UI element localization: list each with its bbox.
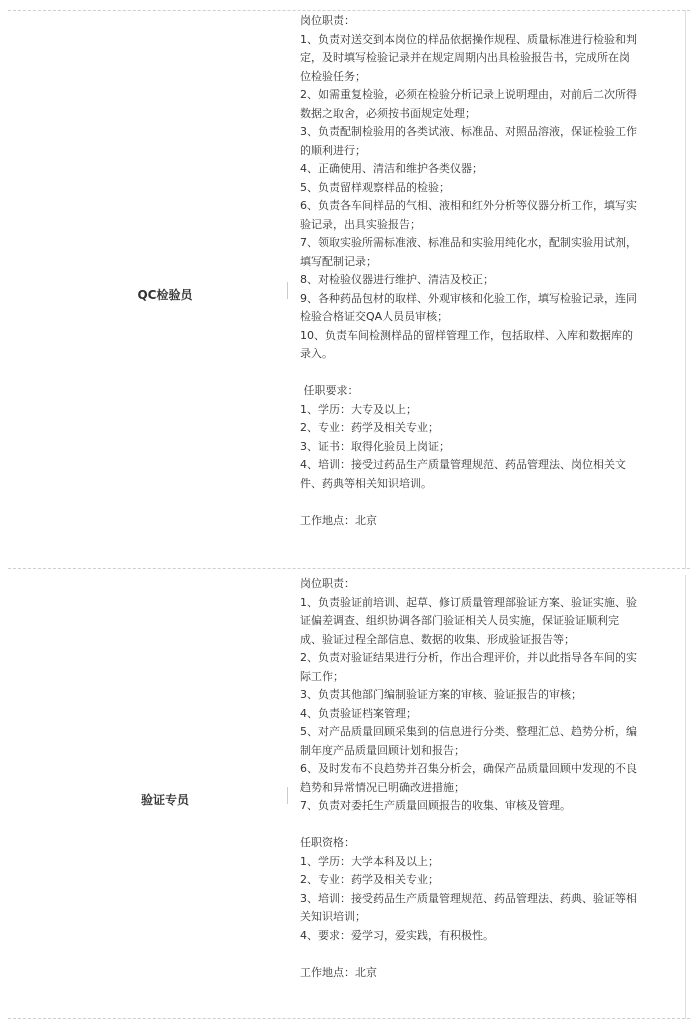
duty-line: 5、对产品质量回顾采集到的信息进行分类、整理汇总、趋势分析，编 xyxy=(300,725,637,738)
duty-line: 1、负责对送交到本岗位的样品依据操作规程、质量标准进行检验和判 xyxy=(300,32,637,46)
duty-line: 验记录，出具实验报告； xyxy=(300,217,421,231)
duty-line: 5、负责留样观察样品的检验； xyxy=(300,180,450,194)
row-divider xyxy=(8,1018,690,1019)
requirement-line: 3、培训：接受药品生产质量管理规范、药品管理法、药典、验证等相 xyxy=(300,891,637,905)
duty-line: 填写配制记录； xyxy=(300,254,377,268)
duty-line: 的顺利进行； xyxy=(300,143,366,157)
requirement-line: 1、学历：大专及以上； xyxy=(300,402,417,416)
duty-line: 际工作； xyxy=(300,669,344,683)
requirement-line: 2、专业：药学及相关专业； xyxy=(300,873,439,886)
duty-line: 10、负责车间检测样品的留样管理工作，包括取样、入库和数据库的 xyxy=(300,328,633,342)
duty-line: 成、验证过程全部信息、数据的收集、形成验证报告等； xyxy=(300,632,575,646)
work-location: 工作地点：北京 xyxy=(300,513,377,527)
position-title: 验证专员 xyxy=(140,793,189,807)
duty-line: 7、负责对委托生产质量回顾报告的收集、审核及管理。 xyxy=(300,799,571,812)
position-details xyxy=(300,575,686,982)
column-separator xyxy=(287,282,288,299)
duty-line: 数据之取舍，必须按书面规定处理； xyxy=(300,106,476,120)
duty-line: 4、正确使用、清洁和维护各类仪器； xyxy=(300,162,483,175)
duties-heading: 岗位职责： xyxy=(300,577,355,590)
requirement-line: 4、培训：接受过药品生产质量管理规范、药品管理法、岗位相关文 xyxy=(300,458,626,471)
duty-line: 4、负责验证档案管理； xyxy=(300,706,417,720)
requirement-line: 4、要求：爱学习，爱实践，有积极性。 xyxy=(300,928,494,942)
requirement-line: 3、证书：取得化验员上岗证； xyxy=(300,439,450,453)
requirements-heading: 任职要求： xyxy=(300,384,359,397)
duties-heading: 岗位职责： xyxy=(300,14,355,27)
duty-line: 2、负责对验证结果进行分析，作出合理评价，并以此指导各车间的实 xyxy=(300,651,637,664)
requirement-line: 关知识培训； xyxy=(300,910,366,923)
duty-line: 位检验任务； xyxy=(300,69,366,83)
row-divider xyxy=(8,10,690,11)
requirement-line: 1、学历：大学本科及以上； xyxy=(300,854,439,868)
position-row-validation xyxy=(0,569,700,1019)
duty-line: 定，及时填写检验记录并在规定周期内出具检验报告书，完成所在岗 xyxy=(300,51,630,64)
position-title: QC检验员 xyxy=(137,288,193,302)
requirement-line: 2、专业：药学及相关专业； xyxy=(300,421,439,434)
duty-line: 检验合格证交QA人员员审核； xyxy=(300,310,449,323)
duty-line: 证偏差调查、组织协调各部门验证相关人员实施，保证验证顺利完 xyxy=(300,614,619,627)
duty-line: 录入。 xyxy=(300,347,333,360)
duty-line: 6、负责各车间样品的气相、液相和红外分析等仪器分析工作，填写实 xyxy=(300,199,637,212)
duty-line: 3、负责配制检验用的各类试液、标准品、对照品溶液，保证检验工作 xyxy=(300,125,637,138)
duty-line: 9、各种药品包材的取样、外观审核和化验工作，填写检验记录，连同 xyxy=(300,291,637,305)
duty-line: 趋势和异常情况已明确改进措施； xyxy=(300,780,465,794)
work-location: 工作地点：北京 xyxy=(300,965,377,979)
duty-line: 7、领取实验所需标准液、标准品和实验用纯化水，配制实验用试剂， xyxy=(300,236,637,249)
position-details xyxy=(300,12,686,530)
column-separator xyxy=(287,787,288,804)
requirement-line: 件、药典等相关知识培训。 xyxy=(300,476,432,490)
duty-line: 1、负责验证前培训、起草、修订质量管理部验证方案、验证实施、验 xyxy=(300,595,637,609)
duty-line: 6、及时发布不良趋势并召集分析会，确保产品质量回顾中发现的不良 xyxy=(300,762,637,775)
duty-line: 制年度产品质量回顾计划和报告； xyxy=(300,743,465,757)
duty-line: 2、如需重复检验，必须在检验分析记录上说明理由，对前后二次所得 xyxy=(300,88,637,101)
duty-line: 3、负责其他部门编制验证方案的审核、验证报告的审核； xyxy=(300,688,582,701)
duty-line: 8、对检验仪器进行维护、清洁及校正； xyxy=(300,273,494,286)
requirements-heading: 任职资格： xyxy=(300,836,355,849)
